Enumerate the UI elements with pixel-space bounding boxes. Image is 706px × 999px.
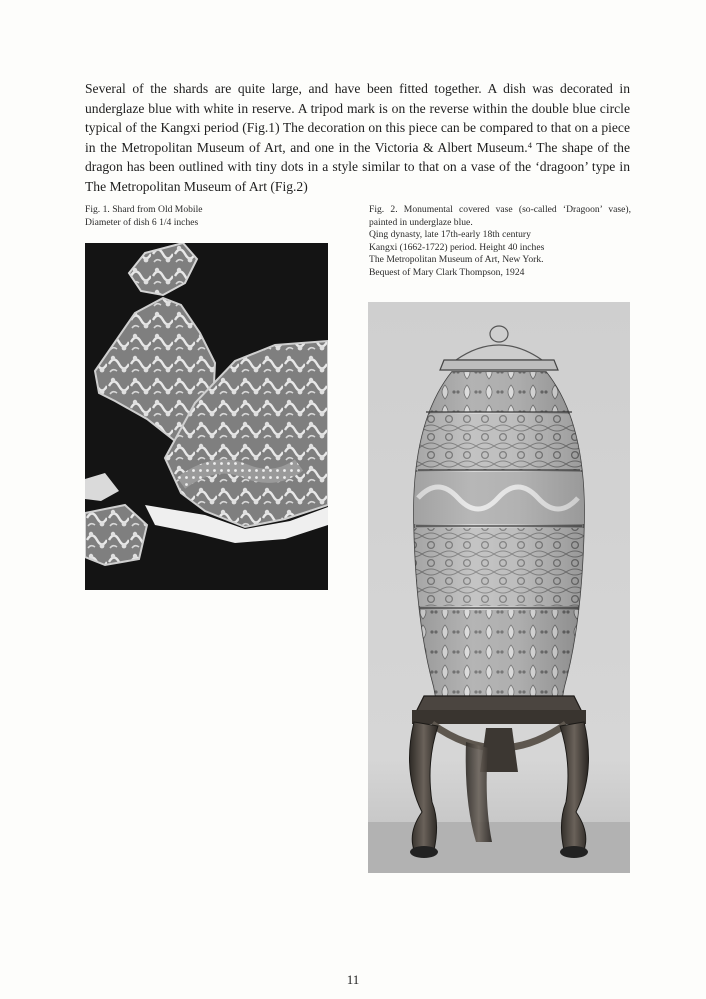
caption-line: The Metropolitan Museum of Art, New York.	[369, 254, 544, 266]
shard-illustration	[85, 243, 328, 590]
caption-line: Fig. 2. Monumental covered vase (so-called ‘Dragoon’ vase), painted in underglaze blue.	[369, 204, 631, 228]
caption-line: Bequest of Mary Clark Thompson, 1924	[369, 266, 525, 278]
footnote-reference[interactable]: 4	[527, 139, 532, 150]
caption-line: Fig. 1. Shard from Old Mobile	[85, 204, 203, 215]
caption-line: Kangxi (1662-1722) period. Height 40 inches	[369, 241, 545, 253]
figure-2-caption	[369, 204, 631, 280]
figure-2-vase-photo	[368, 302, 630, 873]
body-text-continued: The shape of the dragon has been outlined with tiny dots in a style similar to that on a vase of the ‘dragoon’ type in The Metropolitan Museum of Art (Fig.2)	[85, 139, 630, 194]
caption-line: Qing dynasty, late 17th-early 18th century	[369, 229, 531, 241]
figure-1-shard-photo	[85, 243, 328, 590]
vase-illustration	[368, 302, 630, 873]
body-text: Several of the shards are quite large, and have been fitted together. A dish was decorated in underglaze blue with white in reserve. A tripod mark is on the reverse within the double blue circle typical of the Kangxi period (Fig.1) The decoration on this piece can be compared to that on a piece in the Metropolitan Museum of Art, and one in the Victoria & Albert Museum.	[85, 81, 630, 155]
figure-1-caption	[85, 204, 325, 229]
body-paragraph	[85, 79, 630, 197]
page-number: 11	[346, 972, 360, 987]
caption-line: Diameter of dish 6 1/4 inches	[85, 216, 199, 228]
